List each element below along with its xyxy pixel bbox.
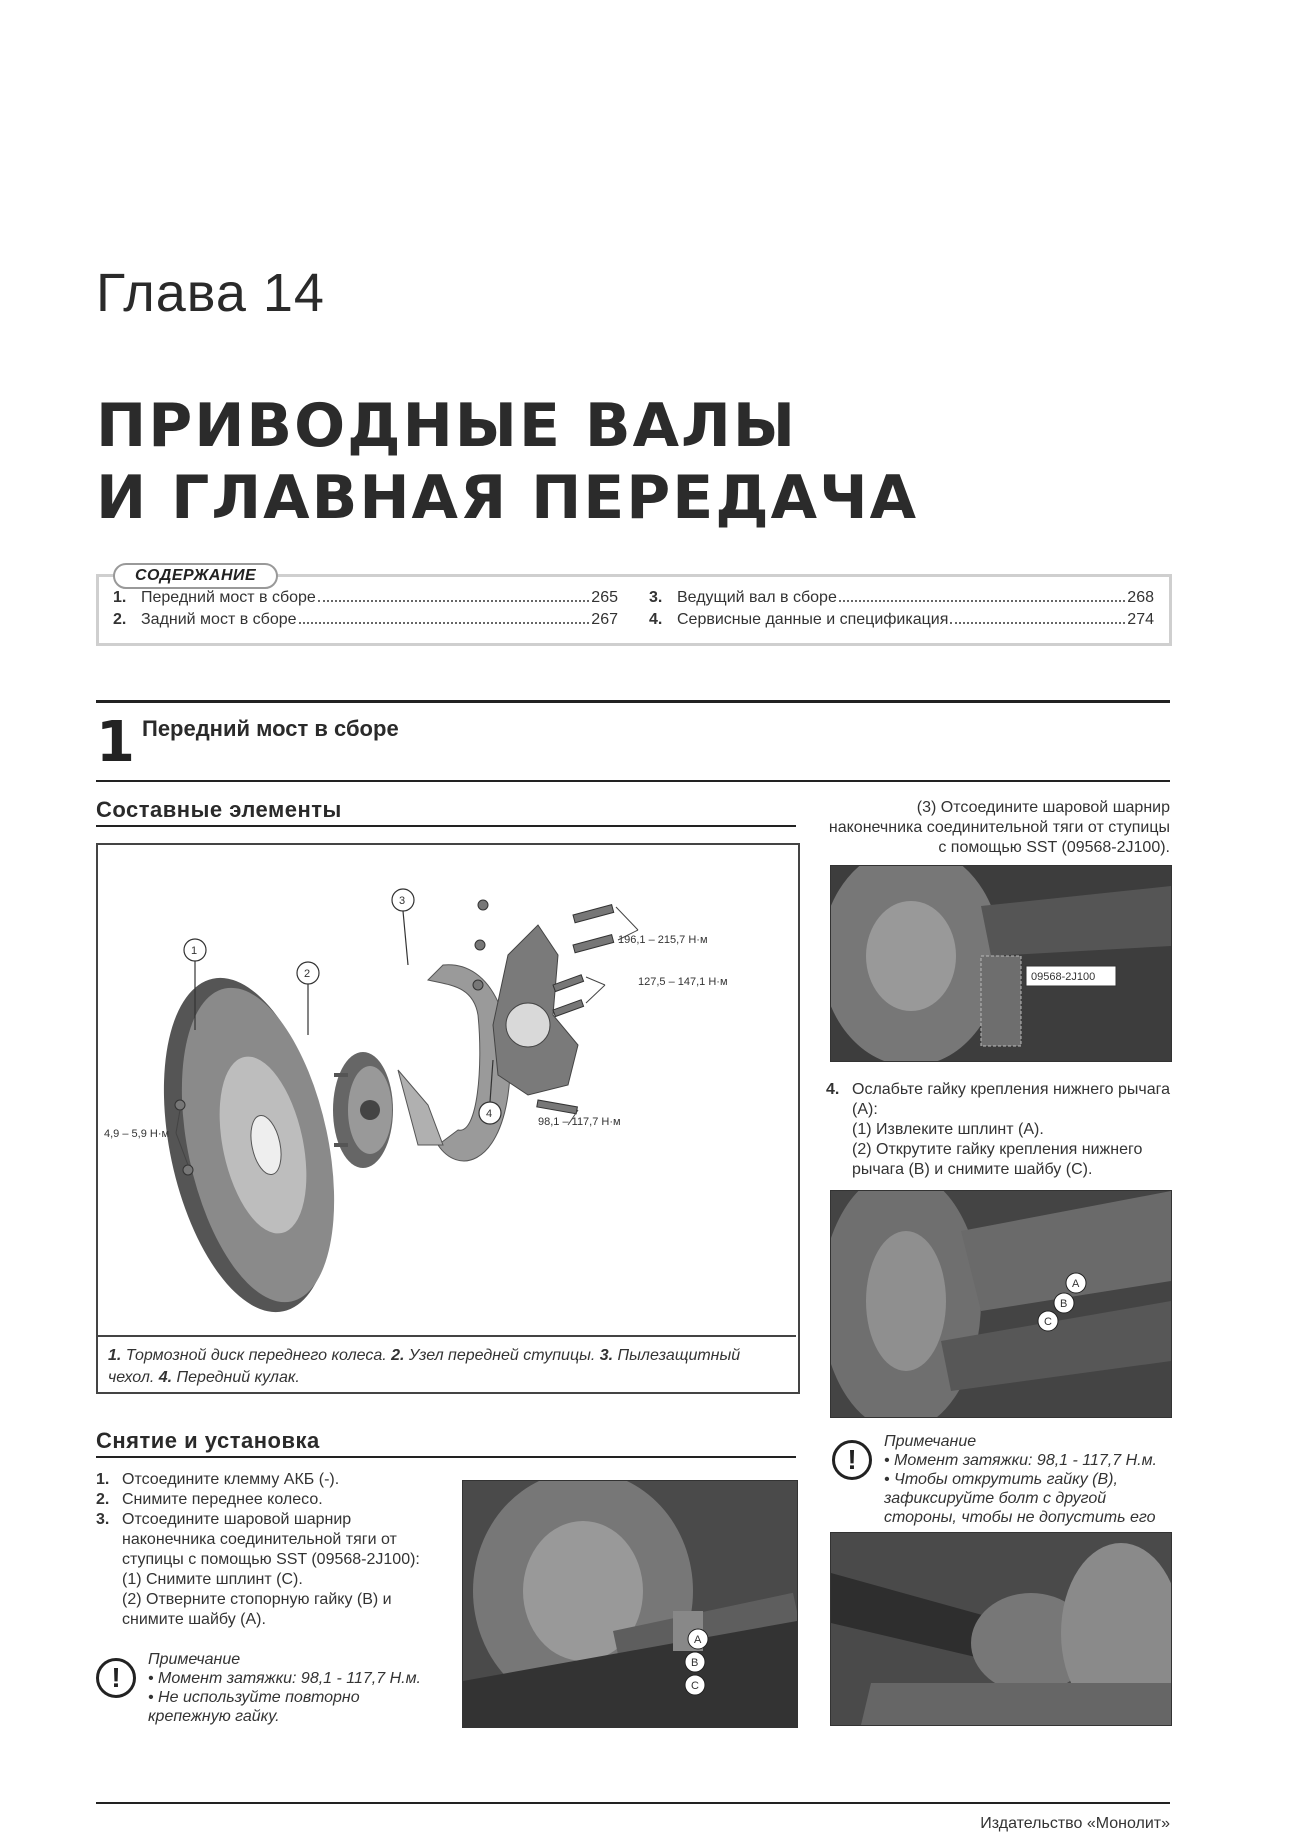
toc-item-text: Ведущий вал в сборе — [677, 589, 837, 606]
right-step4 — [826, 1080, 1170, 1180]
removal-heading-rule — [96, 1456, 796, 1458]
substep: (1) Извлеките шплинт (A). — [852, 1121, 1044, 1138]
torque-label: 196,1 – 215,7 Н·м — [618, 934, 708, 946]
photo-label: C — [691, 1680, 699, 1692]
removal-heading: Снятие и установка — [96, 1428, 320, 1453]
section-number: 1 — [96, 710, 135, 775]
warning-icon: ! — [96, 1658, 136, 1698]
step-row — [826, 1080, 1170, 1120]
note-line: • Не используйте повторно крепежную гайку. — [148, 1689, 360, 1725]
sst-tool-label: 09568-2J100 — [1031, 971, 1096, 983]
note-line: • Момент затяжки: 98,1 - 117,7 Н.м. — [884, 1452, 1157, 1469]
hub-assembly — [333, 1052, 393, 1168]
toc-item-num: 3. — [649, 589, 663, 606]
chapter-title-line-1: ПРИВОДНЫЕ ВАЛЫ — [96, 391, 798, 461]
step-text: Отсоедините шаровой шарнир наконечника соединительной тяги от ступицы с помощью SST (09568-2J100): — [122, 1511, 420, 1568]
toc-item-page: 268 — [1127, 589, 1154, 606]
toc-item[interactable] — [649, 589, 1154, 607]
photo-sst-tool — [830, 865, 1172, 1062]
warning-icon: ! — [832, 1440, 872, 1480]
caption-num: 1. — [108, 1347, 122, 1364]
step-num: 1. — [96, 1471, 110, 1488]
toc-item-text: Сервисные данные и спецификация — [677, 611, 949, 628]
caption-num: 3. — [599, 1347, 614, 1364]
step-row — [96, 1490, 441, 1510]
toc-label: СОДЕРЖАНИЕ — [113, 563, 278, 589]
callout-label: 4 — [486, 1108, 493, 1120]
chapter-title-line-2: И ГЛАВНАЯ ПЕРЕДАЧА — [96, 463, 919, 533]
step-text: Снимите переднее колесо. — [122, 1491, 323, 1508]
photo-label: A — [1072, 1278, 1080, 1290]
photo-label: B — [691, 1657, 699, 1669]
photo-label: A — [694, 1634, 702, 1646]
brake-disc — [136, 962, 359, 1327]
step-text: Отсоедините клемму АКБ (-). — [122, 1471, 340, 1488]
substep: (2) Отверните стопорную гайку (B) и снимите шайбу (A). — [122, 1591, 392, 1628]
caption-text: Узел передней ступицы. — [404, 1347, 600, 1364]
caption-text: Тормозной диск переднего колеса. — [121, 1347, 392, 1364]
chapter-title — [96, 390, 918, 534]
callout-label: 3 — [399, 895, 406, 907]
components-heading: Составные элементы — [96, 797, 342, 822]
section-title: Передний мост в сборе — [142, 716, 399, 741]
step-num: 2. — [96, 1491, 110, 1508]
photo-label: B — [1060, 1298, 1068, 1310]
toc-item-text: Передний мост в сборе — [141, 589, 316, 606]
right-step3-text: (3) Отсоедините шаровой шарнир наконечника соединительной тяги от ступицы с помощью SST (09568-2J100). — [828, 799, 1170, 856]
toc-item-num: 1. — [113, 589, 127, 606]
torque-label: 127,5 – 147,1 Н·м — [638, 976, 728, 988]
note-line: • Чтобы открутить гайку (B), зафиксируйте болт с другой стороны, чтобы не допустить его — [884, 1471, 1156, 1526]
note-title: Примечание — [884, 1433, 977, 1450]
torque-label: 98,1 – 117,7 Н·м — [538, 1116, 621, 1128]
removal-steps — [96, 1470, 441, 1630]
step-text: Ослабьте гайку крепления нижнего рычага (A): — [852, 1081, 1170, 1118]
note-title: Примечание — [148, 1651, 241, 1668]
section-top-rule — [96, 700, 1170, 703]
section-rule — [96, 780, 1170, 782]
toc-item-num: 2. — [113, 611, 127, 628]
exploded-diagram — [96, 843, 800, 1394]
photo-lower-arm — [830, 1190, 1172, 1418]
step-row — [96, 1510, 441, 1570]
photo-knuckle — [830, 1532, 1172, 1726]
step-num: 3. — [96, 1511, 110, 1528]
caption-num: 2. — [391, 1347, 405, 1364]
toc-item-text: Задний мост в сборе — [141, 611, 297, 628]
chapter-label: Глава 14 — [96, 263, 325, 323]
note-line: • Момент затяжки: 98,1 - 117,7 Н.м. — [148, 1670, 421, 1687]
toc-item-page: 267 — [591, 611, 618, 628]
note-block — [884, 1432, 1170, 1546]
callout-label: 1 — [191, 945, 198, 957]
toc-item[interactable] — [113, 589, 618, 607]
diagram-caption — [96, 1335, 796, 1390]
toc-item-num: 4. — [649, 611, 663, 628]
table-of-contents — [96, 567, 1172, 646]
caption-text: Передний кулак. — [172, 1369, 300, 1386]
caption-text: Пылезащитный чехол. — [108, 1347, 741, 1386]
substep: (2) Открутите гайку крепления нижнего рычага (B) и снимите шайбу (C). — [852, 1141, 1143, 1178]
toc-item[interactable] — [649, 611, 1154, 629]
photo-tie-rod — [462, 1480, 798, 1728]
step-row — [96, 1470, 441, 1490]
diagram-svg — [98, 845, 798, 1335]
components-heading-rule — [96, 825, 796, 827]
toc-item-page: 274 — [1127, 611, 1154, 628]
callout-label: 2 — [304, 968, 311, 980]
step-num: 4. — [826, 1081, 840, 1098]
torque-label: 4,9 – 5,9 Н·м — [104, 1128, 170, 1140]
footer-rule — [96, 1802, 1170, 1804]
photo-label: C — [1044, 1316, 1052, 1328]
note-block — [148, 1650, 438, 1726]
publisher-footer: Издательство «Монолит» — [980, 1815, 1170, 1832]
substep: (1) Снимите шплинт (C). — [122, 1571, 303, 1588]
toc-item[interactable] — [113, 611, 618, 629]
toc-item-page: 265 — [591, 589, 618, 606]
caption-num: 4. — [158, 1369, 173, 1386]
